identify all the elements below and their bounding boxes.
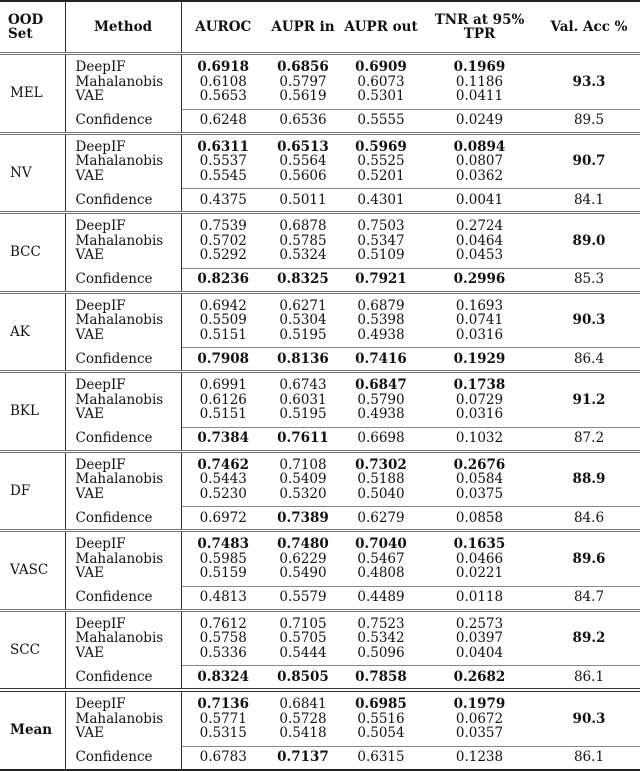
method-name: VAE: [75, 167, 104, 184]
auroc-value: 0.7612: [199, 615, 247, 632]
aupr-in-value: 0.5409: [279, 471, 327, 487]
aupr-in-value: 0.5619: [279, 88, 327, 104]
ood-set-label: MEL: [10, 85, 43, 101]
tnr-cell: [421, 292, 538, 348]
aupr-in-value: 0.6271: [279, 297, 327, 314]
auroc-cell: [181, 531, 265, 587]
tnr-value: 0.0741: [455, 312, 504, 328]
auroc-value: 0.7908: [181, 348, 265, 372]
aupr-in-value: 0.5490: [279, 565, 327, 581]
aupr-in-value: 0.7480: [277, 536, 329, 552]
aupr-out-value: 0.6073: [357, 73, 405, 90]
aupr-in-value: 0.7105: [279, 615, 327, 632]
auroc-cell: [181, 54, 265, 110]
aupr-out-cell: [341, 531, 421, 587]
tnr-value: 0.0041: [421, 189, 538, 213]
confidence-row: [0, 268, 640, 292]
group-mel: [0, 54, 640, 134]
aupr-out-cell: [341, 213, 421, 269]
group-scc: [0, 610, 640, 690]
val-acc-value: 86.1: [538, 666, 640, 691]
auroc-value: 0.5230: [199, 485, 247, 502]
tnr-value: 0.0858: [421, 507, 538, 531]
ood-set-label: SCC: [10, 641, 40, 658]
auroc-cell: [181, 690, 265, 746]
auroc-value: 0.5537: [199, 153, 247, 169]
tnr-value: 0.2996: [421, 268, 538, 292]
group-bcc: [0, 213, 640, 293]
group-ak: [0, 292, 640, 372]
method-name: Mahalanobis: [75, 550, 164, 567]
aupr-out-value: 0.5555: [341, 109, 421, 133]
aupr-out-value: 0.5516: [357, 710, 405, 727]
group-main-row: [0, 451, 640, 507]
method-name: VAE: [75, 565, 104, 582]
aupr-in-value: 0.5195: [279, 326, 327, 343]
aupr-out-value: 0.7921: [341, 268, 421, 292]
val-acc-value: 86.4: [538, 348, 640, 372]
aupr-out-value: 0.6985: [355, 696, 407, 712]
aupr-in-value: 0.8505: [265, 666, 341, 691]
method-name: VAE: [75, 725, 104, 742]
group-main-row: [0, 531, 640, 587]
val-acc-value: 86.1: [538, 746, 640, 770]
tnr-value: 0.1693: [455, 297, 504, 314]
aupr-in-value: 0.5785: [279, 232, 327, 249]
aupr-out-cell: [341, 451, 421, 507]
tnr-value: 0.0397: [455, 630, 504, 646]
method-cell: [65, 54, 181, 110]
group-nv: [0, 133, 640, 213]
aupr-out-value: 0.5347: [357, 232, 405, 249]
val-acc-value: 93.3: [572, 73, 606, 90]
aupr-out-value: 0.4938: [357, 326, 405, 343]
tnr-value: 0.0672: [455, 710, 504, 727]
aupr-in-value: 0.6536: [265, 109, 341, 133]
aupr-out-value: 0.4301: [341, 189, 421, 213]
group-main-row: [0, 690, 640, 746]
aupr-in-cell: [265, 54, 341, 110]
header-auroc: AUROC: [181, 1, 265, 54]
tnr-value: 0.0357: [455, 725, 504, 741]
auroc-cell: [181, 292, 265, 348]
method-name: Confidence: [65, 746, 181, 770]
aupr-in-value: 0.5324: [279, 247, 327, 263]
val-acc-value: 89.6: [572, 550, 606, 567]
method-name: DeepIF: [75, 696, 126, 713]
aupr-out-value: 0.7416: [341, 348, 421, 372]
group-df: [0, 451, 640, 531]
aupr-out-value: 0.5054: [357, 725, 405, 741]
auroc-value: 0.6942: [199, 297, 247, 314]
header-method: Method: [65, 1, 181, 54]
auroc-value: 0.6126: [199, 391, 247, 408]
tnr-value: 0.0466: [455, 550, 504, 567]
method-cell: [65, 531, 181, 587]
aupr-in-value: 0.5195: [279, 406, 327, 422]
group-main-row: [0, 292, 640, 348]
val-acc-value: 88.9: [572, 471, 606, 487]
confidence-row: [0, 507, 640, 531]
method-name: DeepIF: [75, 615, 126, 632]
tnr-value: 0.2682: [421, 666, 538, 691]
aupr-out-value: 0.5201: [357, 167, 405, 184]
group-main-row: [0, 372, 640, 428]
tnr-value: 0.0249: [421, 109, 538, 133]
tnr-value: 0.0404: [455, 644, 504, 661]
val-acc-value: 87.2: [538, 427, 640, 451]
aupr-out-cell: [341, 292, 421, 348]
val-acc-value: 90.3: [572, 710, 606, 727]
aupr-out-value: 0.5790: [357, 391, 405, 408]
method-name: DeepIF: [75, 218, 126, 235]
tnr-value: 0.0316: [455, 326, 504, 343]
val-acc-value: 90.7: [572, 153, 606, 169]
aupr-out-value: 0.4808: [357, 565, 405, 581]
method-name: Mahalanobis: [75, 710, 164, 727]
aupr-in-cell: [265, 531, 341, 587]
val-acc-value: 91.2: [572, 391, 606, 408]
auroc-cell: [181, 213, 265, 269]
tnr-value: 0.1032: [421, 427, 538, 451]
method-name: Mahalanobis: [75, 471, 164, 488]
aupr-in-value: 0.5606: [279, 167, 327, 184]
aupr-in-value: 0.5705: [279, 630, 327, 646]
aupr-in-cell: [265, 213, 341, 269]
auroc-cell: [181, 451, 265, 507]
tnr-value: 0.2573: [455, 615, 504, 632]
ood-set-label: NV: [10, 164, 32, 181]
confidence-row: [0, 427, 640, 451]
tnr-cell: [421, 610, 538, 666]
header-tnr: TNR at 95% TPR: [421, 1, 538, 54]
header-aupr-in: AUPR in: [265, 1, 341, 54]
tnr-value: 0.0894: [453, 138, 506, 155]
aupr-out-value: 0.6847: [355, 377, 407, 393]
auroc-value: 0.6972: [181, 507, 265, 531]
header-aupr-out: AUPR out: [341, 1, 421, 54]
method-name: Mahalanobis: [75, 73, 164, 90]
method-name: Confidence: [65, 586, 181, 610]
aupr-out-value: 0.5040: [357, 485, 405, 502]
aupr-out-value: 0.7040: [355, 536, 407, 552]
auroc-value: 0.6248: [181, 109, 265, 133]
aupr-out-value: 0.6879: [357, 297, 405, 314]
val-acc-value: 89.0: [572, 232, 606, 249]
tnr-cell: [421, 54, 538, 110]
val-acc-value: 85.3: [538, 268, 640, 292]
tnr-cell: [421, 213, 538, 269]
aupr-in-value: 0.5444: [279, 644, 327, 661]
auroc-value: 0.5509: [199, 312, 247, 328]
tnr-value: 0.1738: [453, 377, 506, 393]
group-bkl: [0, 372, 640, 452]
val-acc-value: 90.3: [572, 312, 606, 328]
aupr-out-value: 0.6279: [341, 507, 421, 531]
auroc-value: 0.5151: [199, 406, 247, 422]
method-name: VAE: [75, 88, 104, 105]
auroc-value: 0.6311: [197, 138, 250, 155]
tnr-cell: [421, 531, 538, 587]
group-mean: [0, 690, 640, 770]
aupr-out-value: 0.5188: [357, 471, 405, 487]
tnr-value: 0.0453: [455, 247, 504, 263]
auroc-value: 0.7136: [197, 696, 250, 712]
auroc-value: 0.5985: [199, 550, 247, 567]
aupr-out-value: 0.5301: [357, 88, 405, 104]
method-name: Mahalanobis: [75, 391, 164, 408]
group-main-row: [0, 213, 640, 269]
header-val-acc: Val. Acc %: [538, 1, 640, 54]
val-acc-value: 89.5: [538, 109, 640, 133]
aupr-in-value: 0.6878: [279, 218, 327, 234]
aupr-out-cell: [341, 690, 421, 746]
method-cell: [65, 451, 181, 507]
tnr-cell: [421, 133, 538, 189]
method-cell: [65, 372, 181, 428]
auroc-value: 0.5336: [199, 644, 247, 661]
aupr-in-cell: [265, 292, 341, 348]
confidence-row: [0, 666, 640, 691]
method-name: Confidence: [65, 189, 181, 213]
method-cell: [65, 690, 181, 746]
auroc-value: 0.5159: [199, 565, 247, 581]
header-ood-set: OOD Set: [0, 1, 65, 54]
method-name: Confidence: [65, 507, 181, 531]
aupr-out-value: 0.7503: [357, 218, 405, 234]
method-name: VAE: [75, 644, 104, 661]
ood-set-label: Mean: [10, 722, 53, 738]
method-name: Confidence: [65, 268, 181, 292]
tnr-value: 0.1979: [453, 696, 506, 712]
auroc-value: 0.7384: [181, 427, 265, 451]
auroc-value: 0.8236: [181, 268, 265, 292]
auroc-value: 0.7483: [197, 536, 250, 552]
auroc-value: 0.5292: [199, 247, 247, 263]
method-name: Confidence: [65, 666, 181, 691]
aupr-in-value: 0.5304: [279, 312, 327, 328]
aupr-out-value: 0.7858: [341, 666, 421, 691]
tnr-value: 0.2724: [455, 218, 504, 234]
aupr-out-value: 0.4489: [341, 586, 421, 610]
method-name: Confidence: [65, 427, 181, 451]
aupr-in-value: 0.8136: [265, 348, 341, 372]
aupr-in-cell: [265, 610, 341, 666]
method-cell: [65, 213, 181, 269]
method-cell: [65, 610, 181, 666]
method-name: DeepIF: [75, 297, 126, 314]
aupr-in-value: 0.6841: [279, 696, 327, 712]
method-name: DeepIF: [75, 456, 126, 473]
confidence-row: [0, 189, 640, 213]
tnr-value: 0.1929: [421, 348, 538, 372]
method-cell: [65, 292, 181, 348]
aupr-in-value: 0.7611: [265, 427, 341, 451]
aupr-out-cell: [341, 372, 421, 428]
aupr-out-value: 0.6315: [341, 746, 421, 770]
aupr-in-value: 0.5564: [279, 153, 327, 169]
method-name: Mahalanobis: [75, 630, 164, 647]
method-name: VAE: [75, 406, 104, 423]
aupr-out-value: 0.5109: [357, 247, 405, 263]
aupr-in-value: 0.5579: [265, 586, 341, 610]
method-name: DeepIF: [75, 59, 126, 76]
aupr-in-cell: [265, 690, 341, 746]
auroc-value: 0.5702: [199, 232, 247, 249]
tnr-value: 0.0807: [455, 153, 504, 169]
val-acc-value: 89.2: [572, 630, 606, 646]
auroc-value: 0.5545: [199, 167, 247, 184]
group-vasc: [0, 531, 640, 611]
method-cell: [65, 133, 181, 189]
auroc-value: 0.8324: [181, 666, 265, 691]
aupr-in-value: 0.6743: [279, 377, 327, 393]
tnr-cell: [421, 372, 538, 428]
ood-set-label: BCC: [10, 244, 41, 260]
auroc-value: 0.4813: [181, 586, 265, 610]
method-name: Confidence: [65, 348, 181, 372]
aupr-in-value: 0.5418: [279, 725, 327, 741]
val-acc-value: 84.1: [538, 189, 640, 213]
auroc-value: 0.5151: [199, 326, 247, 343]
group-main-row: [0, 133, 640, 189]
tnr-value: 0.0411: [455, 88, 504, 104]
aupr-out-value: 0.5467: [357, 550, 405, 567]
aupr-out-cell: [341, 133, 421, 189]
tnr-value: 0.0221: [455, 565, 504, 581]
method-name: DeepIF: [75, 138, 126, 155]
auroc-cell: [181, 610, 265, 666]
tnr-cell: [421, 690, 538, 746]
val-acc-value: 84.7: [538, 586, 640, 610]
method-name: VAE: [75, 485, 104, 502]
auroc-value: 0.4375: [181, 189, 265, 213]
aupr-in-value: 0.7389: [265, 507, 341, 531]
tnr-value: 0.0584: [455, 471, 504, 487]
auroc-value: 0.5315: [199, 725, 247, 741]
aupr-in-value: 0.5728: [279, 710, 327, 727]
aupr-in-value: 0.7137: [265, 746, 341, 770]
tnr-value: 0.0118: [421, 586, 538, 610]
auroc-value: 0.6918: [197, 59, 250, 75]
aupr-in-value: 0.5320: [279, 485, 327, 502]
aupr-out-cell: [341, 610, 421, 666]
val-acc-value: 84.6: [538, 507, 640, 531]
method-name: VAE: [75, 247, 104, 264]
tnr-value: 0.2676: [453, 456, 506, 473]
aupr-in-cell: [265, 451, 341, 507]
aupr-in-value: 0.5797: [279, 73, 327, 90]
method-name: DeepIF: [75, 377, 126, 394]
tnr-cell: [421, 451, 538, 507]
confidence-row: [0, 746, 640, 770]
auroc-value: 0.5771: [199, 710, 247, 727]
aupr-out-value: 0.4938: [357, 406, 405, 422]
tnr-value: 0.0729: [455, 391, 504, 408]
aupr-out-value: 0.6698: [341, 427, 421, 451]
tnr-value: 0.0316: [455, 406, 504, 422]
aupr-in-value: 0.8325: [265, 268, 341, 292]
auroc-value: 0.5653: [199, 88, 247, 104]
auroc-value: 0.5758: [199, 630, 247, 646]
aupr-out-value: 0.5525: [357, 153, 405, 169]
aupr-in-cell: [265, 133, 341, 189]
tnr-value: 0.1635: [453, 536, 506, 552]
aupr-in-value: 0.6229: [279, 550, 327, 567]
auroc-value: 0.5443: [199, 471, 247, 487]
aupr-in-value: 0.6856: [277, 59, 329, 75]
auroc-value: 0.7539: [199, 218, 247, 234]
aupr-in-cell: [265, 372, 341, 428]
ood-set-label: DF: [10, 482, 31, 499]
confidence-row: [0, 348, 640, 372]
group-main-row: [0, 54, 640, 110]
auroc-cell: [181, 133, 265, 189]
method-name: DeepIF: [75, 536, 126, 553]
tnr-value: 0.0464: [455, 232, 504, 249]
ood-set-label: AK: [10, 323, 30, 340]
aupr-in-value: 0.7108: [279, 456, 327, 473]
method-name: Confidence: [65, 109, 181, 133]
auroc-value: 0.6991: [199, 377, 247, 393]
aupr-in-value: 0.5011: [265, 189, 341, 213]
aupr-out-value: 0.5342: [357, 630, 405, 646]
group-main-row: [0, 610, 640, 666]
aupr-out-value: 0.5096: [357, 644, 405, 661]
aupr-in-value: 0.6513: [277, 138, 329, 155]
method-name: Mahalanobis: [75, 232, 164, 249]
aupr-out-value: 0.7302: [355, 456, 407, 473]
auroc-value: 0.7462: [197, 456, 250, 473]
ood-set-label: VASC: [10, 562, 49, 578]
aupr-out-value: 0.5969: [355, 138, 407, 155]
aupr-out-value: 0.6909: [355, 59, 407, 75]
aupr-out-value: 0.5398: [357, 312, 405, 328]
confidence-row: [0, 586, 640, 610]
auroc-value: 0.6108: [199, 73, 247, 90]
method-name: Mahalanobis: [75, 153, 164, 170]
ood-set-label: BKL: [10, 403, 39, 419]
tnr-value: 0.1238: [421, 746, 538, 770]
aupr-in-value: 0.6031: [279, 391, 327, 408]
auroc-cell: [181, 372, 265, 428]
auroc-value: 0.6783: [181, 746, 265, 770]
tnr-value: 0.0375: [455, 485, 504, 502]
tnr-value: 0.0362: [455, 167, 504, 184]
aupr-out-cell: [341, 54, 421, 110]
aupr-out-value: 0.7523: [357, 615, 405, 632]
header-row: [0, 1, 640, 54]
tnr-value: 0.1186: [455, 73, 504, 90]
method-name: VAE: [75, 326, 104, 343]
confidence-row: [0, 109, 640, 133]
tnr-value: 0.1969: [453, 59, 506, 75]
method-name: Mahalanobis: [75, 312, 164, 329]
